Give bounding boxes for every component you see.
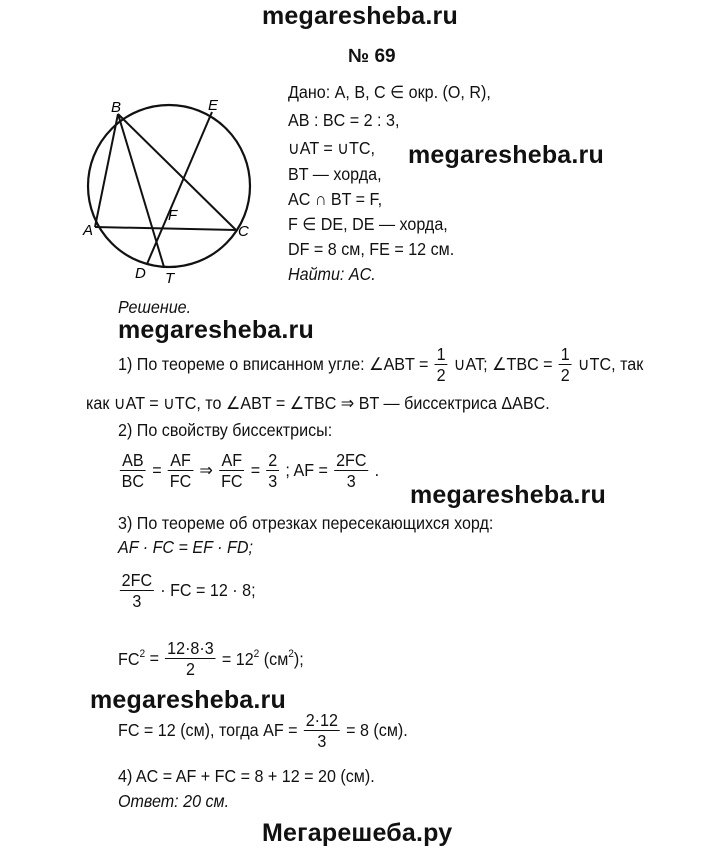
- equals-1: =: [152, 460, 162, 480]
- given-line-3: ∪AT = ∪TC,: [288, 138, 375, 158]
- step2-equation: [118, 450, 379, 491]
- circle: [88, 105, 250, 267]
- equals-3: =: [149, 648, 159, 668]
- watermark-top: megaresheba.ru: [262, 2, 458, 30]
- label-t: T: [165, 270, 175, 287]
- given-line-5: AC ∩ BT = F,: [288, 189, 383, 209]
- given-line-4: BT — хорда,: [288, 164, 382, 184]
- frac-ab-bc: $\frac{AB}{BC}$: [121, 450, 145, 491]
- given-line-8: Найти: AC.: [288, 264, 376, 284]
- given-line-2: AB : BC = 2 : 3,: [288, 110, 400, 130]
- watermark-2: megaresheba.ru: [118, 316, 314, 344]
- step3-line2-tail: · FC = 12 · 8;: [160, 580, 256, 600]
- problem-number: № 69: [348, 46, 396, 67]
- given-line-1: Дано: A, B, C ∈ окр. (O, R),: [288, 82, 491, 102]
- step3-line4-a: FC = 12 (см), тогда AF =: [118, 720, 298, 740]
- frac-2-3: $\frac{2}{3}$: [268, 450, 278, 491]
- step1-frac-1: $\frac{1}{2}$: [436, 344, 446, 385]
- frac-2fc-3: $\frac{2FC}{3}$: [336, 450, 367, 491]
- step1-line1: [118, 344, 643, 385]
- step2-title: 2) По свойству биссектрисы:: [118, 420, 333, 440]
- watermark-3: megaresheba.ru: [410, 481, 606, 509]
- label-d: D: [135, 265, 146, 282]
- step1-text-b: ∪AT; ∠TBC =: [453, 354, 553, 374]
- label-a: A: [83, 222, 94, 239]
- watermark-4: megaresheba.ru: [90, 686, 286, 714]
- step3-line4-b: = 8 (см).: [346, 720, 408, 740]
- solution-title: Решение.: [118, 297, 192, 317]
- step3-line3-mid: = $12^2$: [221, 647, 260, 669]
- step4: 4) AC = AF + FC = 8 + 12 = 20 (см).: [118, 766, 375, 786]
- step3-line4: [118, 710, 408, 751]
- step3-line1: AF · FC = EF · FD;: [118, 537, 253, 557]
- chord-ab: [95, 114, 118, 227]
- chord-de: [147, 112, 212, 264]
- geometry-figure: [70, 90, 280, 300]
- given-line-6: F ∈ DE, DE — хорда,: [288, 214, 448, 234]
- step1-text-c: ∪TC, так: [577, 354, 644, 374]
- label-e: E: [208, 97, 219, 114]
- watermark-1: megaresheba.ru: [408, 141, 604, 169]
- footer-watermark: Мегарешеба.ру: [262, 819, 453, 847]
- answer: Ответ: 20 см.: [118, 791, 230, 811]
- step3-title: 3) По теореме об отрезках пересекающихся хорд:: [118, 513, 494, 533]
- period: .: [374, 460, 380, 480]
- step1-line2: как ∪AT = ∪TC, то ∠ABT = ∠TBC ⇒ BT — биссектриса ΔABC.: [86, 393, 550, 413]
- step1-frac-2: $\frac{1}{2}$: [560, 344, 570, 385]
- step3-line3: [118, 638, 304, 679]
- step3-line2: [118, 570, 256, 611]
- label-f: F: [168, 207, 178, 224]
- step3-line3-tail: $(см^2)$;: [263, 647, 304, 669]
- implies-arrow: ⇒: [199, 460, 213, 480]
- frac-af-fc-2: $\frac{AF}{FC}$: [221, 450, 243, 491]
- label-b: B: [111, 99, 122, 116]
- af-equals: ; AF =: [285, 460, 328, 480]
- chord-ac: [95, 227, 236, 230]
- frac-af-fc: $\frac{AF}{FC}$: [169, 450, 192, 491]
- label-c: C: [238, 223, 249, 240]
- equals-2: =: [250, 460, 261, 480]
- step1-text-a: 1) По теореме о вписанном угле: ∠ABT =: [118, 354, 429, 374]
- given-line-7: DF = 8 см, FE = 12 см.: [288, 239, 455, 259]
- fc-squared: $FC^2$: [118, 647, 146, 669]
- frac-2fc-3-b: $\frac{2FC}{3}$: [121, 570, 153, 611]
- frac-2-12-3: $\frac{2\cdot 12}{3}$: [305, 710, 338, 751]
- frac-12-8-3: $\frac{12\cdot 8\cdot 3}{2}$: [167, 638, 214, 679]
